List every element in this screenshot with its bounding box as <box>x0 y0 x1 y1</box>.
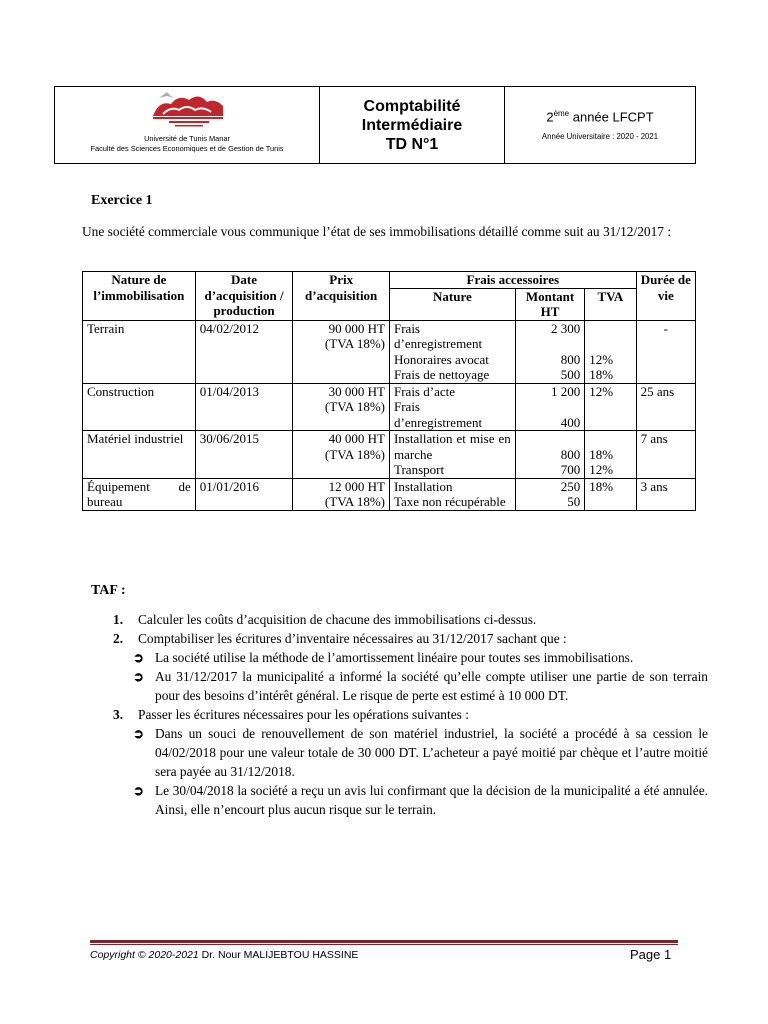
cell-frais <box>389 431 515 479</box>
year-superscript: ème <box>553 108 570 118</box>
university-logo-icon <box>149 90 229 130</box>
cell-tva <box>585 383 636 431</box>
header-course-cell <box>320 87 505 163</box>
footer-rule-thin <box>90 944 678 945</box>
table-row <box>83 478 696 510</box>
list-subitem <box>113 648 708 667</box>
montant-item: 2 300 <box>551 320 581 336</box>
montant-item: 400 <box>560 414 581 430</box>
tva-item: 18% <box>589 446 614 462</box>
cell-montant <box>515 383 584 431</box>
item-text: Comptabiliser les écritures d’inventaire nécessaires au 31/12/2017 sachant que : <box>138 631 567 646</box>
cell-date: 30/06/2015 <box>195 431 293 479</box>
frais-item: Frais d’acte <box>393 383 455 399</box>
cell-prix <box>293 478 390 510</box>
item-number: 2. <box>113 631 124 646</box>
cell-date: 04/02/2012 <box>195 320 293 383</box>
immobilisations-table <box>82 271 696 511</box>
academic-year: Année Universitaire : 2020 - 2021 <box>541 132 659 142</box>
cell-frais <box>389 383 515 431</box>
cell-frais <box>389 478 515 510</box>
cell-date: 01/04/2013 <box>195 383 293 431</box>
course-title-line2: Intermédiaire <box>361 116 463 134</box>
prix-tva: (TVA 18%) <box>324 336 385 351</box>
list-subitem <box>113 724 708 781</box>
frais-item: Frais d’enregistrement <box>393 399 483 430</box>
list-item <box>113 610 708 629</box>
list-item <box>113 705 708 724</box>
footer-rule <box>90 940 678 943</box>
arrow-right-icon: ➲ <box>133 669 144 684</box>
taf-title: TAF : <box>91 583 126 598</box>
tva-item: 12% <box>589 462 614 477</box>
cell-nature: Terrain <box>83 320 196 383</box>
cell-tva <box>585 320 636 383</box>
subitem-text: La société utilise la méthode de l’amortissement linéaire pour toutes ses immobilisations. <box>155 650 634 665</box>
montant-item: 1 200 <box>551 383 581 399</box>
header-frais-nature: Nature <box>389 288 515 320</box>
study-year <box>546 109 653 124</box>
td-number: TD N°1 <box>385 135 439 153</box>
taf-list <box>113 610 708 819</box>
frais-item: Taxe non récupérable <box>393 494 506 509</box>
frais-item: Frais d’enregistrement <box>393 320 483 351</box>
arrow-right-icon: ➲ <box>133 783 144 798</box>
cell-montant <box>515 478 584 510</box>
tva-item: 18% <box>589 367 614 382</box>
prix-ht: 12 000 HT <box>328 478 385 494</box>
header-year-cell <box>505 87 695 163</box>
faculty-name: Faculté des Sciences Economiques et de Gestion de Tunis <box>90 144 284 153</box>
prix-tva: (TVA 18%) <box>324 446 385 462</box>
arrow-right-icon: ➲ <box>133 650 144 665</box>
table-row <box>83 383 696 431</box>
tva-item: 12% <box>589 383 614 399</box>
author-name: Dr. Nour MALIJEBTOU HASSINE <box>198 949 359 961</box>
header-tva: TVA <box>585 288 636 320</box>
copyright-label: Copyright © 2020-2021 <box>90 949 199 961</box>
cell-nature: Équipement de bureau <box>83 478 196 510</box>
prix-ht: 40 000 HT <box>328 431 385 446</box>
cell-prix <box>293 431 390 479</box>
cell-nature: Construction <box>83 383 196 431</box>
frais-item: Installation et mise en marche <box>393 431 511 462</box>
item-text: Passer les écritures nécessaires pour les opérations suivantes : <box>138 707 469 722</box>
subitem-text: Le 30/04/2018 la société a reçu un avis lui confirmant que la décision de la municipalité a été annulée. Ainsi, elle n’encourt plus aucun risque sur le terrain. <box>155 783 708 817</box>
cell-date: 01/01/2016 <box>195 478 293 510</box>
table-row <box>83 320 696 383</box>
exercise-title: Exercice 1 <box>91 193 153 208</box>
prix-ht: 90 000 HT <box>328 320 385 336</box>
course-title-line1: Comptabilité <box>363 97 461 115</box>
cell-tva <box>585 431 636 479</box>
table-row <box>83 431 696 479</box>
item-number: 1. <box>113 612 124 627</box>
item-number: 3. <box>113 707 124 722</box>
year-program: année LFCPT <box>569 109 654 125</box>
frais-item: Installation <box>393 478 453 494</box>
cell-tva <box>585 478 636 510</box>
montant-item: 500 <box>560 367 581 382</box>
cell-montant <box>515 320 584 383</box>
prix-tva: (TVA 18%) <box>324 494 385 509</box>
page-number: Page 1 <box>630 947 672 962</box>
list-subitem <box>113 781 708 819</box>
montant-item: 700 <box>560 462 581 477</box>
cell-frais <box>389 320 515 383</box>
subitem-text: Dans un souci de renouvellement de son matériel industriel, la société a procédé à sa cession le 04/02/2018 pour une valeur totale de 30 000 DT. L’acheteur a payé moitié par chèque et l’autre moitié sera payée au 31/12/2018. <box>155 726 708 779</box>
montant-item: 250 <box>560 478 581 494</box>
prix-ht: 30 000 HT <box>328 383 385 399</box>
header-date: Date d’acquisition / production <box>195 272 293 321</box>
prix-tva: (TVA 18%) <box>324 399 385 414</box>
exercise-intro: Une société commerciale vous communique l’état de ses immobilisations détaillé comme suit au 31/12/2017 : <box>82 224 672 239</box>
frais-item: Transport <box>393 462 445 477</box>
montant-item: 800 <box>560 446 581 462</box>
montant-item: 800 <box>560 351 581 367</box>
tva-item: 18% <box>589 478 614 494</box>
header-duree: Durée de vie <box>636 272 695 321</box>
arrow-right-icon: ➲ <box>133 726 144 741</box>
header-university-cell <box>55 87 320 163</box>
item-text: Calculer les coûts d’acquisition de chacune des immobilisations ci-dessus. <box>138 612 537 627</box>
header-nature: Nature de l’immobilisation <box>83 272 196 321</box>
header-prix: Prix d’acquisition <box>293 272 390 321</box>
montant-item: 50 <box>567 494 581 509</box>
subitem-text: Au 31/12/2017 la municipalité a informé la société qu’elle compte utiliser une partie de son terrain pour des besoins d’intérêt général. Le risque de perte est estimé à 10 000 DT. <box>155 669 708 703</box>
list-item <box>113 629 708 648</box>
cell-montant <box>515 431 584 479</box>
document-header <box>54 86 696 164</box>
header-montant: Montant HT <box>515 288 584 320</box>
cell-duree: 7 ans <box>636 431 695 479</box>
tva-item: 12% <box>589 351 614 367</box>
header-frais: Frais accessoires <box>389 272 636 289</box>
cell-nature: Matériel industriel <box>83 431 196 479</box>
cell-duree: - <box>636 320 695 383</box>
list-subitem <box>113 667 708 705</box>
cell-prix <box>293 383 390 431</box>
footer-copyright <box>90 949 358 961</box>
cell-prix <box>293 320 390 383</box>
frais-item: Honoraires avocat <box>393 351 489 367</box>
cell-duree: 25 ans <box>636 383 695 431</box>
year-number: 2 <box>546 109 554 125</box>
university-name: Université de Tunis Manar <box>144 134 230 143</box>
frais-item: Frais de nettoyage <box>393 367 490 382</box>
cell-duree: 3 ans <box>636 478 695 510</box>
